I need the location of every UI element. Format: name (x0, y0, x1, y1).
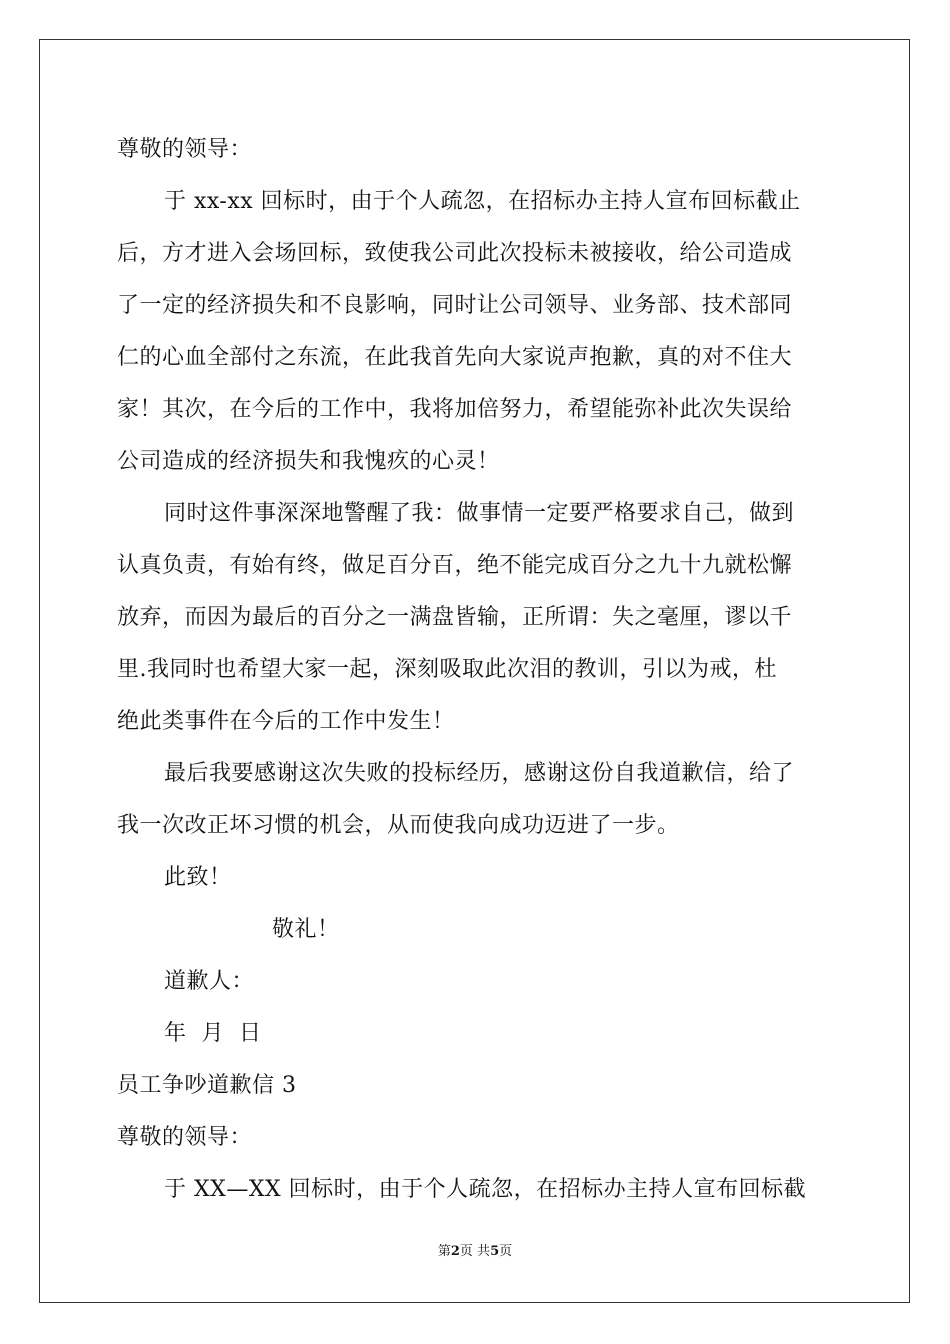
page-mid: 页 共 (459, 1244, 491, 1259)
paragraph-line: 认真负责，有始有终，做足百分百，绝不能完成百分之九十九就松懈 (117, 553, 793, 578)
paragraph-line: 于 XX—XX 回标时，由于个人疏忽，在招标办主持人宣布回标截 (164, 1177, 807, 1202)
salutation: 尊敬的领导： (117, 1125, 253, 1150)
paragraph-line: 家！其次，在今后的工作中，我将加倍努力，希望能弥补此次失误给 (117, 397, 793, 422)
signature-label: 道歉人： (164, 969, 255, 994)
paragraph-line: 仁的心血全部付之东流，在此我首先向大家说声抱歉，真的对不住大 (117, 345, 793, 370)
document-body (117, 124, 833, 1216)
paragraph-line: 里.我同时也希望大家一起，深刻吸取此次泪的教训，引以为戒，杜 (117, 657, 777, 682)
section-title: 员工争吵道歉信 3 (117, 1073, 297, 1098)
paragraph-line: 同时这件事深深地警醒了我：做事情一定要严格要求自己，做到 (164, 501, 795, 526)
page-footer (0, 1240, 950, 1259)
paragraph-line: 放弃，而因为最后的百分之一满盘皆输，正所谓：失之毫厘，谬以千 (117, 605, 793, 630)
paragraph-line: 我一次改正坏习惯的机会，从而使我向成功迈进了一步。 (117, 813, 680, 838)
page-total: 5 (490, 1244, 500, 1259)
page-current: 2 (450, 1244, 460, 1259)
paragraph-line: 公司造成的经济损失和我愧疚的心灵！ (117, 449, 500, 474)
page-prefix: 第 (437, 1244, 451, 1259)
salutation: 尊敬的领导： (117, 137, 253, 162)
paragraph-line: 最后我要感谢这次失败的投标经历，感谢这份自我道歉信，给了 (164, 761, 795, 786)
paragraph-line: 了一定的经济损失和不良影响，同时让公司领导、业务部、技术部同 (117, 293, 793, 318)
paragraph-line: 后，方才进入会场回标，致使我公司此次投标未被接收，给公司造成 (117, 241, 793, 266)
page-suffix: 页 (499, 1244, 513, 1259)
paragraph-line: 绝此类事件在今后的工作中发生！ (117, 709, 455, 734)
date-line: 年 月 日 (164, 1021, 262, 1046)
closing-line: 此致！ (164, 865, 232, 890)
paragraph-line: 于 xx-xx 回标时，由于个人疏忽，在招标办主持人宣布回标截止 (164, 189, 801, 214)
closing-salute: 敬礼！ (272, 917, 340, 942)
